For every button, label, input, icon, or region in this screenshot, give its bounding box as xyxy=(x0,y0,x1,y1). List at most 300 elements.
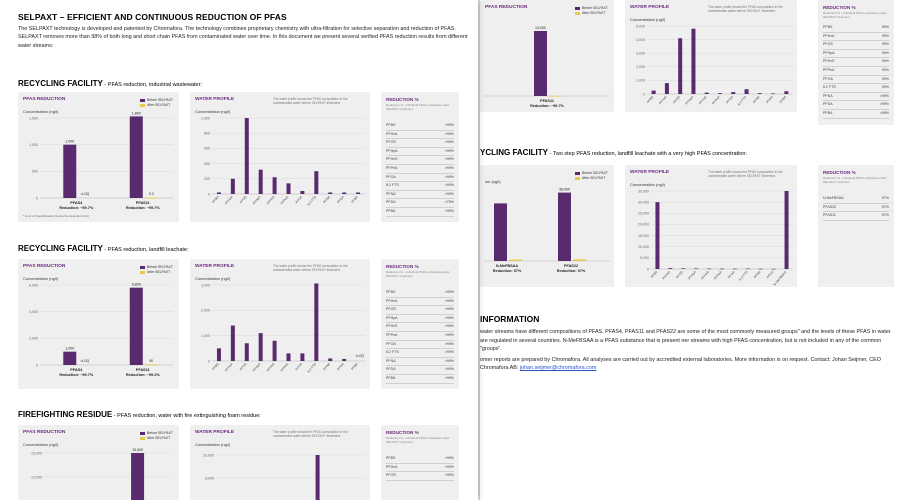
x-tick-label: PFNA xyxy=(322,195,331,205)
card-title: PFAS REDUCTION xyxy=(23,430,66,435)
substance-name: PFPeA xyxy=(386,332,398,337)
substance-name: PFNA xyxy=(386,191,396,196)
profile-note: The water profile shows the PFAS composition in the contaminated water before SELPAXT treatment. xyxy=(273,430,348,439)
reduction-row xyxy=(386,375,454,384)
y-tick-label: 4,000 xyxy=(636,37,645,42)
document-title: SELPAXT – EFFICIENT AND CONTINUOUS REDUCTION OF PFAS xyxy=(18,12,287,22)
reduction-value: >99% xyxy=(444,148,454,153)
legend-before: Before SELPAXT xyxy=(147,265,173,269)
substance-name: PFAS11 xyxy=(823,213,836,218)
reduction-row xyxy=(386,156,454,165)
x-tick-label: PFOS xyxy=(238,362,248,372)
substance-name: PFHpA xyxy=(386,315,398,320)
profile-bar xyxy=(681,268,685,269)
profile-bar xyxy=(217,192,221,194)
x-tick-label: 6:2 FTS xyxy=(736,95,748,107)
card-title: WATER PROFILE xyxy=(630,170,670,175)
y-tick-label: 500 xyxy=(32,169,38,174)
unit-label: Concentration (ng/l) xyxy=(23,442,59,447)
y-tick-label: 25,000 xyxy=(638,211,649,216)
bar-value-label: 38,000 xyxy=(559,187,570,192)
reduction-row xyxy=(386,341,454,350)
reduction-value: >99% xyxy=(444,473,454,478)
substance-name: 6:2 FTS xyxy=(386,183,399,188)
profile-note: The water profile shows the PFAS composition in the contaminated water before SELPAXT treatment. xyxy=(273,97,348,106)
substance-name: PFBA xyxy=(823,110,833,115)
x-tick-label: 6:2 FTS xyxy=(738,270,749,282)
y-tick-label: 600 xyxy=(204,146,210,151)
profile-bar xyxy=(733,269,737,270)
profile-bar xyxy=(259,333,263,361)
reduction-chart-5 xyxy=(480,165,614,287)
card-title: WATER PROFILE xyxy=(195,264,235,269)
reduction-card-2 xyxy=(18,259,179,389)
section-subtitle: - PFAS reduction, industrial wastewater: xyxy=(102,82,202,88)
card-subtitle: Reduction % - individual PFAS substances after SELPAXT treatment xyxy=(386,270,450,278)
x-tick-label: PFOS xyxy=(675,270,685,280)
x-tick-label: PFHpA xyxy=(251,362,262,373)
x-tick-label: PFBS xyxy=(645,95,655,105)
x-tick-label: PFBA xyxy=(350,195,359,205)
profile-bar xyxy=(314,283,318,361)
substance-name: PFOS xyxy=(823,42,833,47)
x-tick-label: PFOA xyxy=(725,95,735,105)
y-tick-label: 6,000 xyxy=(29,283,38,288)
profile-bar xyxy=(300,191,304,194)
profile-bar xyxy=(287,183,291,194)
y-tick-label: 8,000 xyxy=(205,476,214,481)
card-title: REDUCTION % xyxy=(386,97,419,102)
x-tick-label: PFHxS xyxy=(697,95,708,106)
reduction-card-3 xyxy=(18,425,179,500)
y-tick-label: 0 xyxy=(647,267,649,272)
card-title: WATER PROFILE xyxy=(195,430,235,435)
profile-bar xyxy=(273,177,277,194)
profile-chart-2 xyxy=(190,259,370,389)
profile-bar xyxy=(328,358,332,361)
substance-name: PFPeA xyxy=(386,165,398,170)
reduction-list-4 xyxy=(818,0,894,125)
substance-name: PFDA xyxy=(386,200,396,205)
y-tick-label: 400 xyxy=(204,161,210,166)
profile-bar xyxy=(785,191,789,269)
x-tick-label: PFPeA xyxy=(279,195,290,206)
bar-after xyxy=(573,259,586,261)
x-tick-label: PFHxA xyxy=(658,95,668,106)
profile-bar xyxy=(784,91,788,94)
reduction-value: >99% xyxy=(444,324,454,329)
group-name: PFAS11 xyxy=(135,368,150,372)
section-title-text: RECYCLING FACILITY xyxy=(18,79,103,88)
reduction-row xyxy=(386,306,454,315)
legend-before: Before SELPAXT xyxy=(147,431,173,435)
reduction-value: >99% xyxy=(444,183,454,188)
y-tick-label: 0 xyxy=(36,196,38,201)
reduction-value: 99% xyxy=(881,25,889,29)
reduction-value: 99% xyxy=(881,76,889,81)
x-tick-label: PFDA xyxy=(336,195,345,205)
reduction-value: 99% xyxy=(881,42,889,47)
bar-before xyxy=(494,203,507,261)
card-title: REDUCTION % xyxy=(823,5,856,10)
profile-chart-3 xyxy=(190,425,370,500)
legend-after: After SELPAXT xyxy=(147,103,171,107)
reduction-value: >99% xyxy=(444,341,454,346)
y-tick-label: 5,000 xyxy=(640,256,649,261)
profile-bar xyxy=(328,192,332,194)
profile-bar xyxy=(759,269,763,270)
substance-name: PFHxA xyxy=(386,298,398,303)
reduction-row xyxy=(386,323,454,332)
reduction-row xyxy=(386,315,454,324)
bar-before xyxy=(534,31,547,96)
card-title: REDUCTION % xyxy=(823,170,856,175)
substance-name: PFBS xyxy=(386,456,396,460)
x-tick-label: PFOA xyxy=(294,195,304,205)
reduction-value: >99% xyxy=(444,332,454,337)
profile-bar xyxy=(245,343,249,361)
y-tick-label: 1,000 xyxy=(201,116,210,121)
reduction-row xyxy=(823,76,889,85)
section-title-text: YCLING FACILITY xyxy=(480,148,548,157)
x-tick-label: PFDA xyxy=(765,270,775,280)
profile-bar xyxy=(217,348,221,361)
y-tick-label: 35,000 xyxy=(638,189,649,194)
legend-after: After SELPAXT xyxy=(582,176,606,180)
bar-before xyxy=(558,193,571,261)
reduction-row xyxy=(386,464,454,473)
profile-bar xyxy=(772,269,776,270)
y-tick-label: 1,000 xyxy=(201,333,210,338)
card-title: PFAS REDUCTION xyxy=(485,5,528,10)
card-subtitle: Reduction % - individual PFAS substances after SELPAXT treatment xyxy=(823,176,887,184)
loq-annotation: <LOQ xyxy=(355,354,364,358)
profile-bar xyxy=(300,353,304,361)
y-tick-label: 4,000 xyxy=(29,309,38,314)
reduction-row xyxy=(823,195,889,204)
bar-after-label: <LOQ xyxy=(80,192,90,196)
section-title-text: FIREFIGHTING RESIDUE xyxy=(18,410,113,419)
reduction-row xyxy=(386,191,454,200)
substance-name: PFHxA xyxy=(386,131,398,136)
profile-bar xyxy=(342,359,346,361)
profile-note: The water profile shows the PFAS composition in the contaminated water before SELPAXT treatment. xyxy=(708,5,783,14)
reduction-card-1 xyxy=(18,92,179,222)
group-name: PFAS11 xyxy=(135,201,150,205)
profile-bar xyxy=(316,455,320,500)
profile-note: The water profile shows the PFAS composition in the contaminated water before SELPAXT treatment. xyxy=(273,264,348,273)
reduction-row xyxy=(386,208,454,217)
substance-name: PFOA xyxy=(386,174,396,179)
reduction-value: >99% xyxy=(444,367,454,372)
reduction-value: 99% xyxy=(881,85,889,90)
reduction-row xyxy=(386,199,454,208)
reduction-value: >99% xyxy=(444,456,454,460)
group-reduction: Reduction: ~99.7% xyxy=(59,373,94,377)
reduction-table xyxy=(823,24,889,119)
reduction-row xyxy=(386,174,454,183)
substance-name: PFPeA xyxy=(823,67,835,72)
profile-bar xyxy=(746,269,750,270)
y-tick-label: 15,000 xyxy=(638,233,649,238)
y-tick-label: 2,000 xyxy=(201,308,210,313)
section-subtitle: - PFAS reduction, landfill leachate: xyxy=(102,247,189,253)
reduction-value: >99% xyxy=(444,191,454,196)
substance-name: PFNA xyxy=(823,93,833,98)
substance-name: PFHxS xyxy=(386,324,398,329)
reduction-value: >99% xyxy=(444,123,454,127)
profile-bar xyxy=(720,269,724,270)
substance-name: PFOA xyxy=(386,341,396,346)
x-tick-label: PFHpA xyxy=(251,195,262,206)
reduction-table xyxy=(823,195,889,221)
legend-before: Before SELPAXT xyxy=(147,98,173,102)
substance-name: PFHxS xyxy=(386,157,398,162)
x-tick-label: PFOA xyxy=(727,270,736,280)
profile-bar xyxy=(718,93,722,94)
section-title-3 xyxy=(18,410,261,419)
unit-label: Concentration (ng/l) xyxy=(23,276,59,281)
reduction-row xyxy=(386,366,454,375)
y-tick-label: 2,000 xyxy=(636,65,645,70)
information-paragraph-2 xyxy=(480,356,898,373)
reduction-row xyxy=(386,165,454,174)
reduction-value: >99% xyxy=(879,102,889,107)
y-tick-label: 20,000 xyxy=(638,222,649,227)
substance-name: PFBA xyxy=(386,375,396,380)
reduction-table xyxy=(386,289,454,384)
substance-name: PFAS22 xyxy=(823,204,837,209)
substance-name: 6:2 FTS xyxy=(823,85,836,90)
reduction-value: >99% xyxy=(444,464,454,469)
x-tick-label: PFBA xyxy=(350,362,359,372)
bar-after-label: 50 xyxy=(149,359,154,363)
substance-name: PFDA xyxy=(386,367,396,372)
reduction-row xyxy=(823,101,889,110)
reduction-chart-2 xyxy=(18,259,179,389)
group-name: PFAS4 xyxy=(70,201,83,205)
bar-value-label: 1,000 xyxy=(65,346,75,351)
y-tick-label: 200 xyxy=(204,177,210,182)
reduction-card-5 xyxy=(480,165,614,287)
x-tick-label: 6:2 FTS xyxy=(306,195,318,207)
reduction-row xyxy=(386,358,454,367)
section-title-4 xyxy=(480,148,747,157)
substance-name: PFOS xyxy=(386,307,396,312)
x-tick-label: PFPeA xyxy=(279,362,290,373)
group-reduction: Reduction: ~99.7% xyxy=(530,104,564,108)
bar-before xyxy=(63,352,76,365)
reduction-value: 97% xyxy=(881,196,889,200)
reduction-value: >99% xyxy=(444,165,454,170)
reduction-value: >99% xyxy=(444,375,454,380)
y-tick-label: 1,000 xyxy=(636,78,645,83)
information-contact-text: omer reports are prepared by Chromafora. All analyses are carried out by accredited external laboratories. More information is on request. Contact: Johan Seijmer, CEO Chromafora AB: xyxy=(480,356,881,372)
unit-label: Concentration (ng/l) xyxy=(195,442,231,447)
card-title: PFAS REDUCTION xyxy=(23,97,66,102)
reduction-value: >99% xyxy=(444,157,454,162)
reduction-row xyxy=(823,204,889,213)
section-title-text: RECYCLING FACILITY xyxy=(18,244,103,253)
group-reduction: Reduction: 97% xyxy=(492,269,522,273)
reduction-row xyxy=(823,41,889,50)
profile-bar xyxy=(259,170,263,194)
reduction-chart-3 xyxy=(18,425,179,500)
section-title-2 xyxy=(18,244,189,253)
reduction-value: >99% xyxy=(444,174,454,179)
unit-label: Concentration (ng/l) xyxy=(195,276,231,281)
x-tick-label: PFBS xyxy=(211,195,220,205)
reduction-value: >99% xyxy=(444,131,454,136)
information-paragraph-1: water streams have different compositions of PFAS. PFAS4, PFAS11 and PFAS22 are some of the most commonly measured groups" and the levels of these PFAS in water are regulated in several countries. N-MeFBSAA is a PFAS substance that is present ner streams with high PFAS concentration, but is not included in any of the common "groups". xyxy=(480,329,891,353)
x-tick-label: PFHxA xyxy=(661,270,672,281)
profile-bar xyxy=(342,192,346,194)
x-tick-label: PFHxS xyxy=(700,270,710,281)
card-title: PFAS REDUCTION xyxy=(23,264,66,269)
reduction-row xyxy=(823,24,889,33)
profile-bar xyxy=(652,91,656,94)
reduction-row xyxy=(823,212,889,221)
reduction-row xyxy=(386,289,454,298)
y-tick-label: 1,000 xyxy=(29,142,38,147)
profile-chart-5 xyxy=(625,165,797,287)
group-reduction: Reduction: 97% xyxy=(556,269,586,273)
profile-bar xyxy=(314,171,318,194)
unit-label: ion (ng/l) xyxy=(485,179,501,184)
card-subtitle: Reduction % - individual PFAS substances after SELPAXT treatment xyxy=(386,436,450,444)
group-reduction: Reduction: ~99.7% xyxy=(125,206,160,210)
card-title: REDUCTION % xyxy=(386,264,419,269)
reduction-list-2 xyxy=(381,259,459,389)
y-tick-label: 30,000 xyxy=(638,200,649,205)
reduction-row xyxy=(386,455,454,464)
profile-bar xyxy=(287,353,291,361)
reduction-value: 99% xyxy=(881,33,889,38)
reduction-row xyxy=(386,349,454,358)
profile-card-2 xyxy=(190,259,370,389)
reduction-row xyxy=(386,332,454,341)
reduction-value: 97% xyxy=(881,213,889,218)
substance-name: PFBS xyxy=(386,290,396,294)
y-tick-label: 0 xyxy=(208,359,210,364)
profile-note: The water profile shows the PFAS composition in the contaminated water before SELPAXT treatment. xyxy=(708,170,783,179)
substance-name: PFHpA xyxy=(386,148,398,153)
x-tick-label: PFHpA xyxy=(684,95,695,106)
x-tick-label: N-MeFBSAA xyxy=(772,270,788,287)
reduction-list-1 xyxy=(381,92,459,222)
profile-bar xyxy=(731,92,735,94)
footnote: * Limit of Quantification (below the detection limit) xyxy=(23,214,89,218)
group-reduction: Reduction: ~99.2% xyxy=(125,373,160,377)
y-tick-label: 2,000 xyxy=(29,336,38,341)
reduction-row xyxy=(823,50,889,59)
right-page xyxy=(480,0,900,500)
reduction-value: >99% xyxy=(444,315,454,320)
x-tick-label: PFPeA xyxy=(713,270,723,281)
x-tick-label: PFDA xyxy=(765,95,774,105)
bar-value-label: 13,000 xyxy=(535,26,546,30)
substance-name: PFHxA xyxy=(386,464,398,469)
legend-before: Before SELPAXT xyxy=(582,6,608,10)
substance-name: PFBS xyxy=(386,123,396,127)
profile-bar xyxy=(707,269,711,270)
group-reduction: Reduction: ~99.7% xyxy=(59,206,94,210)
profile-bar xyxy=(665,83,669,94)
profile-bar xyxy=(273,341,277,361)
card-title: WATER PROFILE xyxy=(630,5,670,10)
legend-after: After SELPAXT xyxy=(582,11,606,15)
reduction-list-3 xyxy=(381,425,459,500)
y-tick-label: 3,000 xyxy=(636,51,645,56)
reduction-chart-4 xyxy=(480,0,614,112)
reduction-row xyxy=(823,58,889,67)
x-tick-label: PFNA xyxy=(752,95,761,105)
substance-name: N-MeFBSAA xyxy=(823,196,844,200)
profile-chart-4 xyxy=(625,0,797,112)
card-title: REDUCTION % xyxy=(386,430,419,435)
reduction-value: >99% xyxy=(444,307,454,312)
card-subtitle: Reduction % - individual PFAS substances after SELPAXT treatment xyxy=(823,11,887,19)
bar-value-label: 15,000 xyxy=(132,448,144,452)
bar-before xyxy=(131,453,144,500)
substance-name: PFBA xyxy=(386,208,396,213)
reduction-value: >99% xyxy=(444,358,454,363)
profile-bar xyxy=(245,118,249,194)
x-tick-label: PFBS xyxy=(211,362,220,372)
reduction-row xyxy=(823,110,889,119)
reduction-row xyxy=(823,84,889,93)
x-tick-label: PFNA xyxy=(752,270,762,280)
reduction-value: 99% xyxy=(881,59,889,64)
profile-chart-1 xyxy=(190,92,370,222)
profile-card-4 xyxy=(625,0,797,112)
profile-bar xyxy=(705,93,709,94)
y-tick-label: 1,500 xyxy=(29,116,38,121)
bar-after-label: 5.3 xyxy=(149,192,154,196)
reduction-row xyxy=(823,93,889,102)
y-tick-label: 0 xyxy=(208,192,210,197)
y-tick-label: 5,000 xyxy=(636,24,645,29)
substance-name: PFOS xyxy=(386,473,396,478)
profile-bar xyxy=(745,89,749,94)
reduction-row xyxy=(386,182,454,191)
profile-bar xyxy=(668,268,672,269)
profile-bar xyxy=(691,29,695,94)
legend-after: After SELPAXT xyxy=(147,270,171,274)
substance-name: PFHpA xyxy=(823,50,835,55)
bar-value-label: 1,000 xyxy=(65,139,75,144)
profile-card-3 xyxy=(190,425,370,500)
unit-label: Concentration (ng/l) xyxy=(195,109,231,114)
information-text xyxy=(480,328,898,373)
y-tick-label: 15,000 xyxy=(31,451,42,456)
x-tick-label: PFHxA xyxy=(224,195,234,206)
reduction-row xyxy=(386,472,454,481)
x-tick-label: PFHpA xyxy=(687,270,697,281)
reduction-list-5 xyxy=(818,165,894,287)
contact-email-link[interactable]: johan.seijmer@chromafora.com xyxy=(519,365,597,372)
reduction-value: >99% xyxy=(879,110,889,115)
x-tick-label: PFOA xyxy=(294,362,304,372)
y-tick-label: 800 xyxy=(204,131,210,136)
bar-after xyxy=(509,260,522,261)
x-tick-label: PFBS xyxy=(649,270,659,280)
profile-bar xyxy=(356,192,360,194)
x-tick-label: PFDA xyxy=(336,362,345,372)
x-tick-label: PFHxS xyxy=(265,195,276,206)
profile-bar xyxy=(678,38,682,94)
group-name: PFAS4 xyxy=(70,368,83,372)
